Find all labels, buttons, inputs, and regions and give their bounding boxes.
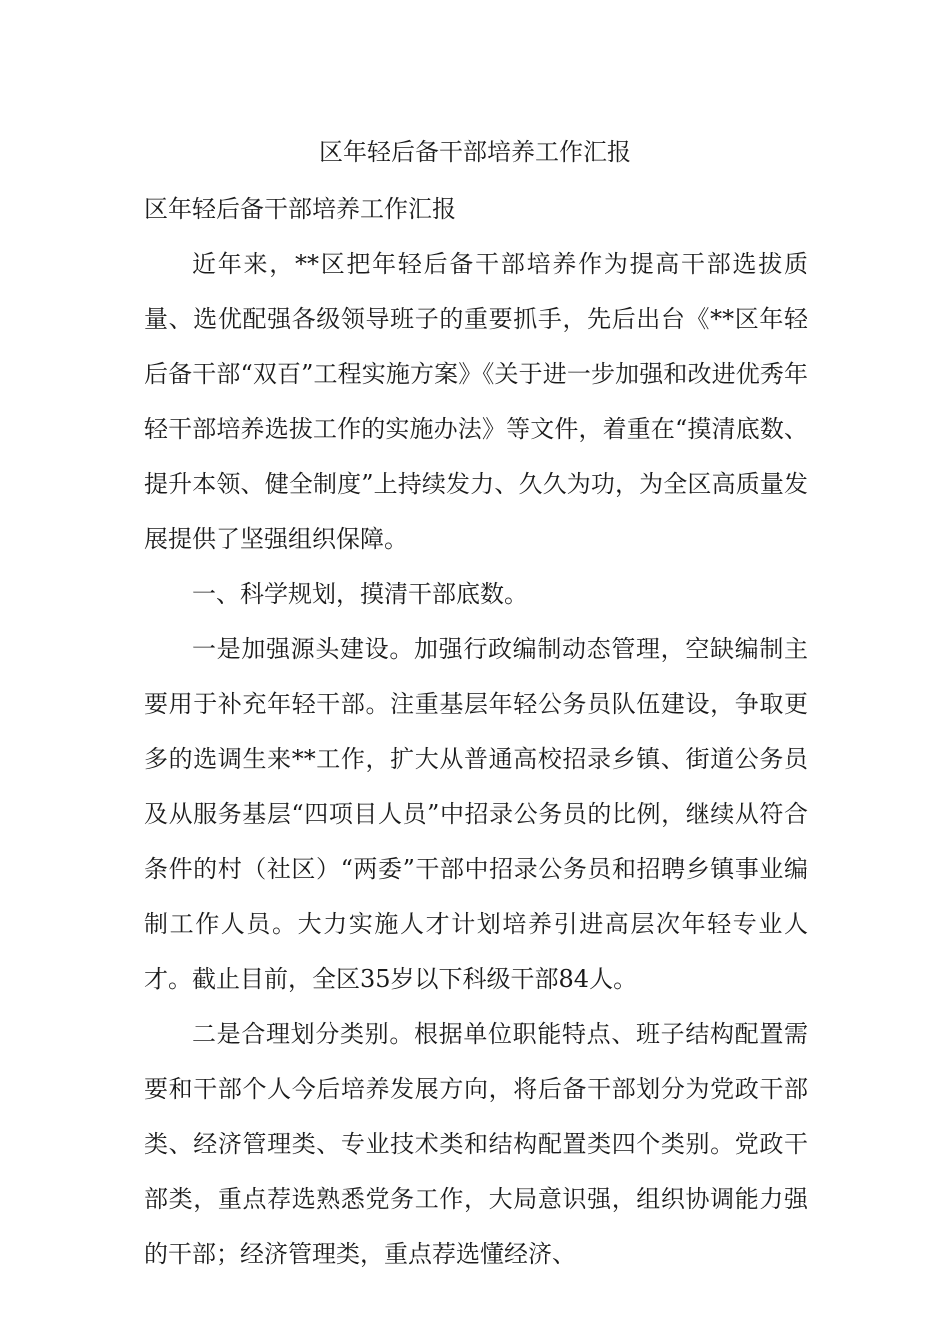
paragraph-category-division: 二是合理划分类别。根据单位职能特点、班子结构配置需要和干部个人今后培养发展方向，将后备干部划分为党政干部类、经济管理类、专业技术类和结构配置类四个类别。党政干部类，重点荐选熟悉党务工作，大局意识强，组织协调能力强的干部；经济管理类，重点荐选懂经济、	[144, 1020, 808, 1268]
document-body	[144, 182, 808, 1282]
document-title: 区年轻后备干部培养工作汇报	[319, 138, 631, 166]
subtitle-line: 区年轻后备干部培养工作汇报	[144, 195, 456, 223]
intro-paragraph: 近年来，**区把年轻后备干部培养作为提高干部选拔质量、选优配强各级领导班子的重要抓手，先后出台《**区年轻后备干部“双百”工程实施方案》《关于进一步加强和改进优秀年轻干部培养选拔工作的实施办法》等文件，着重在“摸清底数、提升本领、健全制度”上持续发力、久久为功，为全区高质量发展提供了坚强组织保障。	[144, 250, 808, 553]
section-heading: 一、科学规划，摸清干部底数。	[192, 580, 528, 608]
paragraph-source-building: 一是加强源头建设。加强行政编制动态管理，空缺编制主要用于补充年轻干部。注重基层年轻公务员队伍建设，争取更多的选调生来**工作，扩大从普通高校招录乡镇、街道公务员及从服务基层“四项目人员”中招录公务员的比例，继续从符合条件的村（社区）“两委”干部中招录公务员和招聘乡镇事业编制工作人员。大力实施人才计划培养引进高层次年轻专业人才。截止目前，全区35岁以下科级干部84人。	[144, 635, 808, 993]
